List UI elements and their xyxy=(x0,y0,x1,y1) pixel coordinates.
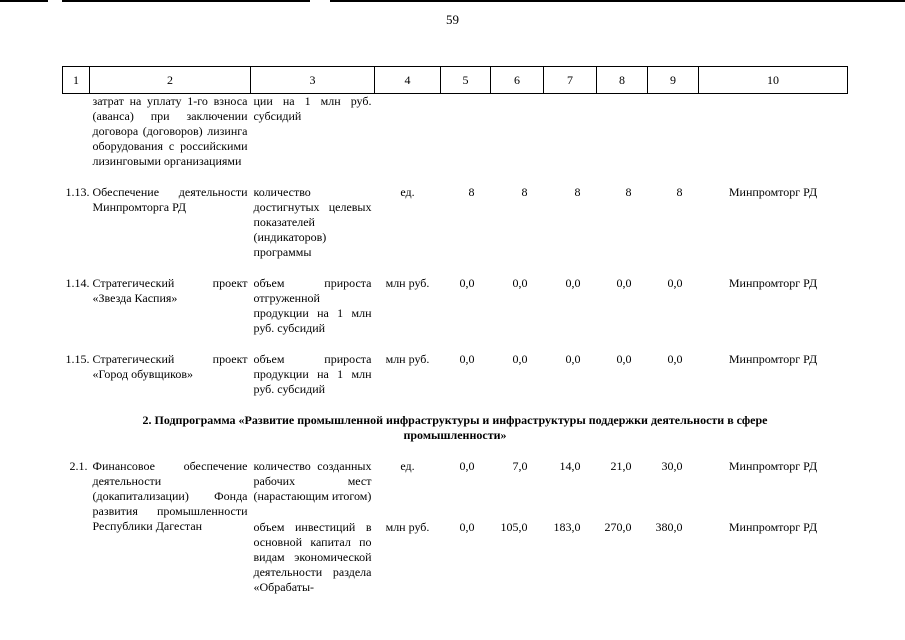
table-row xyxy=(63,185,848,260)
indicator-cell: количество созданных рабочих мест (нарастающим итогом) xyxy=(253,459,372,503)
value-cell: 8 xyxy=(676,185,683,199)
value-cell: 105,0 xyxy=(500,520,528,534)
unit-cell: млн руб. xyxy=(385,520,430,534)
value-cell: 0,0 xyxy=(616,276,632,290)
event-name-cell: Обеспечение деятельности Минпромторга РД xyxy=(92,185,248,214)
header-cell: 6 xyxy=(491,67,544,94)
header-cell: 10 xyxy=(699,67,848,94)
indicator-cell: объем прироста отгруженной продукции на 1 млн руб. субсидий xyxy=(253,276,372,335)
table-row xyxy=(63,352,848,397)
value-cell: 0,0 xyxy=(565,352,581,366)
row-number: 1.14. xyxy=(65,276,90,290)
value-cell: 0,0 xyxy=(459,520,475,534)
table-row xyxy=(63,94,848,170)
event-name-cell: Стратегический проект «Звезда Каспия» xyxy=(92,276,248,305)
event-name-cell: затрат на уплату 1-го взноса (аванса) при заключении договора (договоров) лизинга оборудования с российскими лизинговыми организациями xyxy=(92,94,248,168)
row-number: 2.1. xyxy=(69,459,88,473)
value-cell: 8 xyxy=(521,185,528,199)
value-cell: 0,0 xyxy=(667,352,683,366)
indicators-table xyxy=(62,66,848,595)
value-cell: 0,0 xyxy=(565,276,581,290)
executor-cell: Минпромторг РД xyxy=(728,185,818,199)
row-number: 1.13. xyxy=(65,185,90,199)
table-row xyxy=(63,459,848,504)
unit-cell: млн руб. xyxy=(385,276,430,290)
indicator-cell: количество достигнутых целевых показателей (индикаторов) программы xyxy=(253,185,372,259)
table-row xyxy=(63,276,848,336)
value-cell: 8 xyxy=(468,185,475,199)
page-number: 59 xyxy=(446,12,459,27)
section-heading-row xyxy=(63,413,848,443)
top-border-line xyxy=(0,0,905,2)
indicator-cell: ции на 1 млн руб. субсидий xyxy=(253,94,372,123)
unit-cell: млн руб. xyxy=(385,352,430,366)
header-cell: 7 xyxy=(544,67,597,94)
value-cell: 8 xyxy=(625,185,632,199)
value-cell: 0,0 xyxy=(459,459,475,473)
header-cell: 2 xyxy=(90,67,251,94)
executor-cell: Минпромторг РД xyxy=(728,276,818,290)
unit-cell: ед. xyxy=(400,459,415,473)
indicator-cell: объем прироста продукции на 1 млн руб. субсидий xyxy=(253,352,372,396)
value-cell: 0,0 xyxy=(512,276,528,290)
event-name-cell: Стратегический проект «Город обувщиков» xyxy=(92,352,248,381)
value-cell: 0,0 xyxy=(667,276,683,290)
indicator-cell: объем инвестиций в основной капитал по видам экономической деятельности раздела «Обрабаты- xyxy=(253,520,372,594)
header-cell: 9 xyxy=(648,67,699,94)
value-cell: 0,0 xyxy=(512,352,528,366)
column-numbers-row xyxy=(63,67,848,94)
row-number: 1.15. xyxy=(65,352,90,366)
event-name-cell: Финансовое обеспечение деятельности (докапитализации) Фонда развития промышленности Республики Дагестан xyxy=(92,459,248,533)
header-cell: 4 xyxy=(375,67,441,94)
value-cell: 270,0 xyxy=(604,520,632,534)
value-cell: 183,0 xyxy=(553,520,581,534)
value-cell: 8 xyxy=(574,185,581,199)
value-cell: 380,0 xyxy=(655,520,683,534)
header-cell: 3 xyxy=(251,67,375,94)
value-cell: 14,0 xyxy=(559,459,581,473)
unit-cell: ед. xyxy=(400,185,415,199)
value-cell: 0,0 xyxy=(459,276,475,290)
executor-cell: Минпромторг РД xyxy=(728,520,818,534)
executor-cell: Минпромторг РД xyxy=(728,352,818,366)
header-cell: 1 xyxy=(63,67,90,94)
value-cell: 30,0 xyxy=(661,459,683,473)
executor-cell: Минпромторг РД xyxy=(728,459,818,473)
value-cell: 21,0 xyxy=(610,459,632,473)
header-cell: 8 xyxy=(597,67,648,94)
value-cell: 7,0 xyxy=(512,459,528,473)
subprogram-heading: 2. Подпрограмма «Развитие промышленной инфраструктуры и инфраструктуры поддержки деятельности в сфере промышленности» xyxy=(142,413,768,442)
header-cell: 5 xyxy=(441,67,491,94)
value-cell: 0,0 xyxy=(459,352,475,366)
value-cell: 0,0 xyxy=(616,352,632,366)
